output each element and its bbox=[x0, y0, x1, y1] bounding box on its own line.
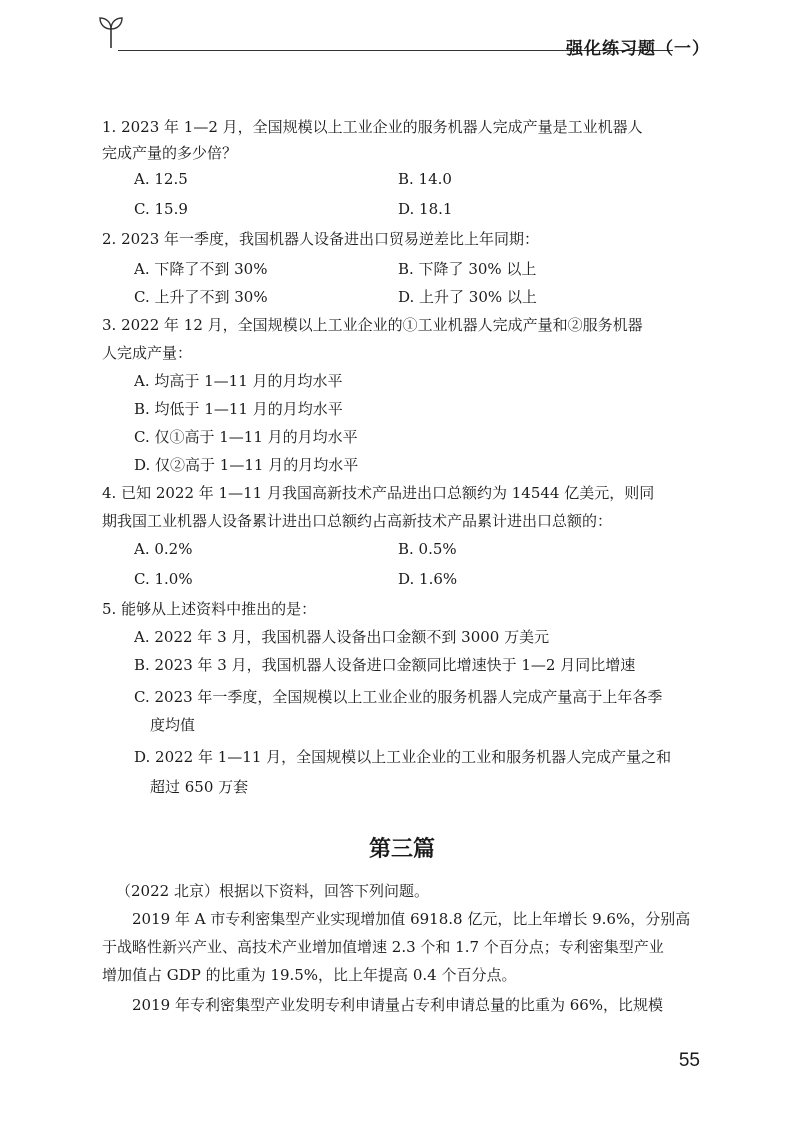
section-intro: （2022 北京）根据以下资料，回答下列问题。 bbox=[116, 882, 429, 900]
section-paragraph-line-2: 于战略性新兴产业、高技术产业增加值增速 2.3 个和 1.7 个百分点；专利密集型产业 bbox=[102, 938, 664, 956]
header-title: 强化练习题（一） bbox=[566, 39, 710, 59]
question-2-option-c: C. 上升了不到 30% bbox=[134, 288, 268, 306]
question-5-option-c: C. 2023 年一季度，全国规模以上工业企业的服务机器人完成产量高于上年各季 bbox=[134, 688, 663, 706]
question-2-option-b: B. 下降了 30% 以上 bbox=[398, 260, 537, 278]
question-4-stem-line-1: 4. 已知 2022 年 1—11 月我国高新技术产品进出口总额约为 14544 亿美元，则同 bbox=[102, 484, 655, 502]
question-4-option-c: C. 1.0% bbox=[134, 570, 193, 588]
question-4-stem-line-2: 期我国工业机器人设备累计进出口总额约占高新技术产品累计进出口总额的： bbox=[102, 512, 613, 530]
question-3-option-b: B. 均低于 1—11 月的月均水平 bbox=[134, 400, 343, 418]
page-header bbox=[98, 14, 718, 59]
question-3-stem-line-2: 人完成产量： bbox=[102, 344, 193, 362]
question-3-option-d: D. 仅②高于 1—11 月的月均水平 bbox=[134, 456, 359, 474]
section-paragraph-line-4: 2019 年专利密集型产业发明专利申请量占专利申请总量的比重为 66%，比规模 bbox=[132, 996, 664, 1014]
question-2-stem-line-1: 2. 2023 年一季度，我国机器人设备进出口贸易逆差比上年同期： bbox=[102, 230, 540, 248]
question-2-option-d: D. 上升了 30% 以上 bbox=[398, 288, 537, 306]
page-number: 55 bbox=[678, 1050, 700, 1071]
question-5-option-a: A. 2022 年 3 月，我国机器人设备出口金额不到 3000 万美元 bbox=[134, 628, 550, 646]
question-5-option-d-cont: 超过 650 万套 bbox=[150, 778, 249, 796]
question-1-stem-line-2: 完成产量的多少倍？ bbox=[102, 144, 238, 162]
question-5-option-b: B. 2023 年 3 月，我国机器人设备进口金额同比增速快于 1—2 月同比增速 bbox=[134, 656, 636, 674]
question-5-option-d: D. 2022 年 1—11 月，全国规模以上工业企业的工业和服务机器人完成产量之和 bbox=[134, 748, 672, 766]
question-3-option-c: C. 仅①高于 1—11 月的月均水平 bbox=[134, 428, 358, 446]
section-title: 第三篇 bbox=[368, 837, 435, 862]
sprout-icon bbox=[98, 14, 124, 50]
question-1-option-b: B. 14.0 bbox=[398, 170, 452, 188]
section-paragraph-line-1: 2019 年 A 市专利密集型产业实现增加值 6918.8 亿元，比上年增长 9.6%，分别高 bbox=[132, 910, 691, 928]
question-3-option-a: A. 均高于 1—11 月的月均水平 bbox=[134, 372, 343, 390]
question-1-stem-line-1: 1. 2023 年 1—2 月，全国规模以上工业企业的服务机器人完成产量是工业机器人 bbox=[102, 118, 643, 136]
question-4-option-b: B. 0.5% bbox=[398, 540, 457, 558]
question-4-option-d: D. 1.6% bbox=[398, 570, 458, 588]
question-4-option-a: A. 0.2% bbox=[134, 540, 193, 558]
question-5-stem-line-1: 5. 能够从上述资料中推出的是： bbox=[102, 600, 317, 618]
question-5-option-c-cont: 度均值 bbox=[150, 716, 196, 734]
question-2-option-a: A. 下降了不到 30% bbox=[134, 260, 268, 278]
section-paragraph-line-3: 增加值占 GDP 的比重为 19.5%，比上年提高 0.4 个百分点。 bbox=[102, 966, 517, 984]
question-3-stem-line-1: 3. 2022 年 12 月，全国规模以上工业企业的①工业机器人完成产量和②服务机器 bbox=[102, 316, 643, 334]
question-1-option-d: D. 18.1 bbox=[398, 200, 453, 218]
question-1-option-c: C. 15.9 bbox=[134, 200, 188, 218]
question-1-option-a: A. 12.5 bbox=[134, 170, 188, 188]
